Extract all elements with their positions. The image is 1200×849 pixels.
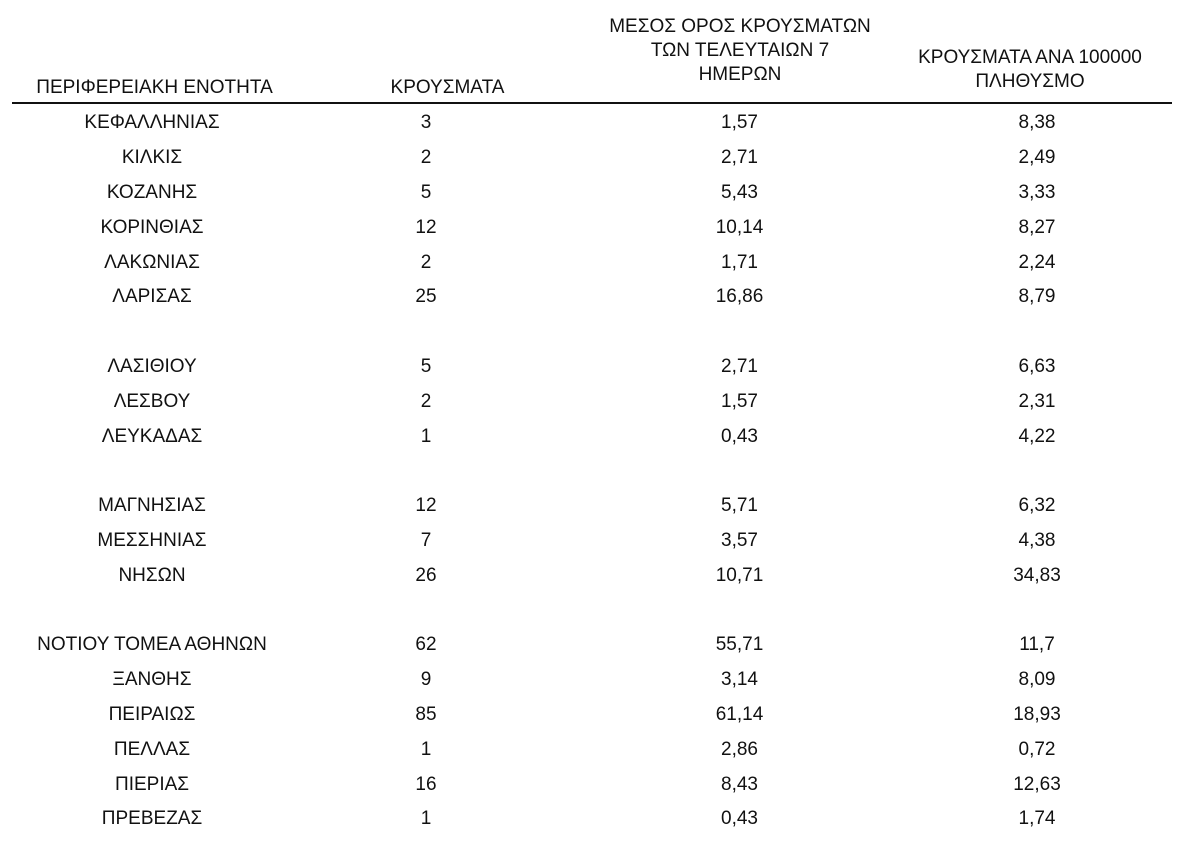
per-100000-cell: 8,09 [1018,669,1056,691]
per-100000-cell: 12,63 [1013,773,1061,795]
header-per-100000-line: ΠΛΗΘΥΣΜΟ [975,71,1085,92]
per-100000-cell: 1,74 [1018,808,1056,830]
per-100000-cell: 6,63 [1018,355,1056,377]
header-divider [12,102,1172,104]
header-7day-average [575,15,905,87]
header-7day-average-line: ΜΕΣΟΣ ΟΡΟΣ ΚΡΟΥΣΜΑΤΩΝ [609,16,871,37]
cases-cell: 25 [415,286,437,308]
average-cell: 61,14 [715,703,764,725]
table-row [0,558,1200,593]
average-cell: 55,71 [715,634,764,656]
average-cell: 0,43 [721,425,758,447]
per-100000-cell: 18,93 [1013,703,1061,725]
cases-cell: 2 [420,390,432,412]
average-cell: 2,71 [721,355,758,377]
table-row [0,176,1200,211]
per-100000-cell: 0,72 [1018,738,1056,760]
group-spacer [0,454,1200,489]
table-row [0,384,1200,419]
table-row [0,628,1200,663]
table-row [0,732,1200,767]
region-cell: ΝΗΣΩΝ [118,564,186,586]
region-cell: ΠΕΙΡΑΙΩΣ [108,703,196,725]
region-cell: ΚΟΡΙΝΘΙΑΣ [100,216,204,238]
table-row [0,350,1200,385]
region-cell: ΛΕΥΚΑΔΑΣ [101,425,203,447]
cases-cell: 12 [415,216,437,238]
cases-cell: 1 [420,738,432,760]
average-cell: 8,43 [721,773,758,795]
average-cell: 5,43 [721,181,758,203]
per-100000-cell: 8,27 [1018,216,1056,238]
table-row [0,280,1200,315]
region-cell: ΝΟΤΙΟΥ ΤΟΜΕΑ ΑΘΗΝΩΝ [37,634,267,656]
region-cell: ΛΕΣΒΟΥ [113,390,191,412]
table-row [0,106,1200,141]
table-row [0,524,1200,559]
cases-cell: 3 [420,112,432,134]
region-cell: ΠΡΕΒΕΖΑΣ [101,808,203,830]
cases-cell: 16 [415,773,437,795]
region-cell: ΠΙΕΡΙΑΣ [114,773,190,795]
per-100000-cell: 4,38 [1018,529,1056,551]
average-cell: 2,86 [721,738,758,760]
per-100000-cell: 4,22 [1018,425,1056,447]
per-100000-cell: 6,32 [1018,495,1056,517]
table-row [0,698,1200,733]
cases-cell: 12 [415,495,437,517]
average-cell: 3,14 [721,669,758,691]
average-cell: 1,57 [721,112,758,134]
header-7day-average-line: ΗΜΕΡΩΝ [698,64,782,85]
per-100000-cell: 2,49 [1018,147,1056,169]
table-row [0,767,1200,802]
cases-cell: 5 [420,355,432,377]
header-region-label: ΠΕΡΙΦΕΡΕΙΑΚΗ ΕΝΟΤΗΤΑ [36,77,273,98]
cases-cell: 5 [420,181,432,203]
header-per-100000-line: ΚΡΟΥΣΜΑΤΑ ΑΝΑ 100000 [918,47,1142,68]
per-100000-cell: 34,83 [1013,564,1061,586]
per-100000-cell: 8,38 [1018,112,1056,134]
cases-cell: 9 [420,669,432,691]
table-row [0,210,1200,245]
region-cell: ΚΟΖΑΝΗΣ [106,181,198,203]
per-100000-cell: 11,7 [1019,634,1055,656]
per-100000-cell: 2,24 [1018,251,1056,273]
average-cell: 10,71 [715,564,764,586]
region-cell: ΚΕΦΑΛΛΗΝΙΑΣ [84,112,220,134]
region-cell: ΚΙΛΚΙΣ [121,147,183,169]
per-100000-cell: 3,33 [1018,181,1056,203]
table-row [0,802,1200,837]
per-100000-cell: 2,31 [1018,390,1056,412]
cases-cell: 2 [420,147,432,169]
cases-cell: 1 [420,425,432,447]
table-row [0,663,1200,698]
region-cell: ΛΑΚΩΝΙΑΣ [104,251,200,273]
average-cell: 5,71 [721,495,758,517]
table-row [0,489,1200,524]
cases-cell: 7 [420,529,432,551]
region-cell: ΜΕΣΣΗΝΙΑΣ [97,529,207,551]
region-cell: ΜΑΓΝΗΣΙΑΣ [98,495,206,517]
average-cell: 0,43 [721,808,758,830]
cases-cell: 62 [415,634,437,656]
table-row [0,141,1200,176]
header-per-100000 [880,46,1180,94]
cases-cell: 26 [415,564,437,586]
table-row [0,245,1200,280]
average-cell: 16,86 [715,286,764,308]
average-cell: 1,71 [721,251,758,273]
region-cell: ΛΑΡΙΣΑΣ [112,286,192,308]
region-cell: ΠΕΛΛΑΣ [113,738,191,760]
average-cell: 3,57 [721,529,758,551]
cases-cell: 85 [415,703,437,725]
cases-cell: 2 [420,251,432,273]
table-row [0,419,1200,454]
average-cell: 10,14 [715,216,764,238]
group-spacer [0,593,1200,628]
header-7day-average-line: ΤΩΝ ΤΕΛΕΥΤΑΙΩΝ 7 [650,40,830,61]
header-region [12,76,297,100]
per-100000-cell: 8,79 [1018,286,1056,308]
group-spacer [0,315,1200,350]
header-cases [370,76,525,100]
cases-cell: 1 [420,808,432,830]
region-cell: ΞΑΝΘΗΣ [112,669,192,691]
table-body [0,106,1200,837]
average-cell: 2,71 [721,147,758,169]
average-cell: 1,57 [721,390,758,412]
header-cases-label: ΚΡΟΥΣΜΑΤΑ [390,77,505,98]
region-cell: ΛΑΣΙΘΙΟΥ [107,355,197,377]
